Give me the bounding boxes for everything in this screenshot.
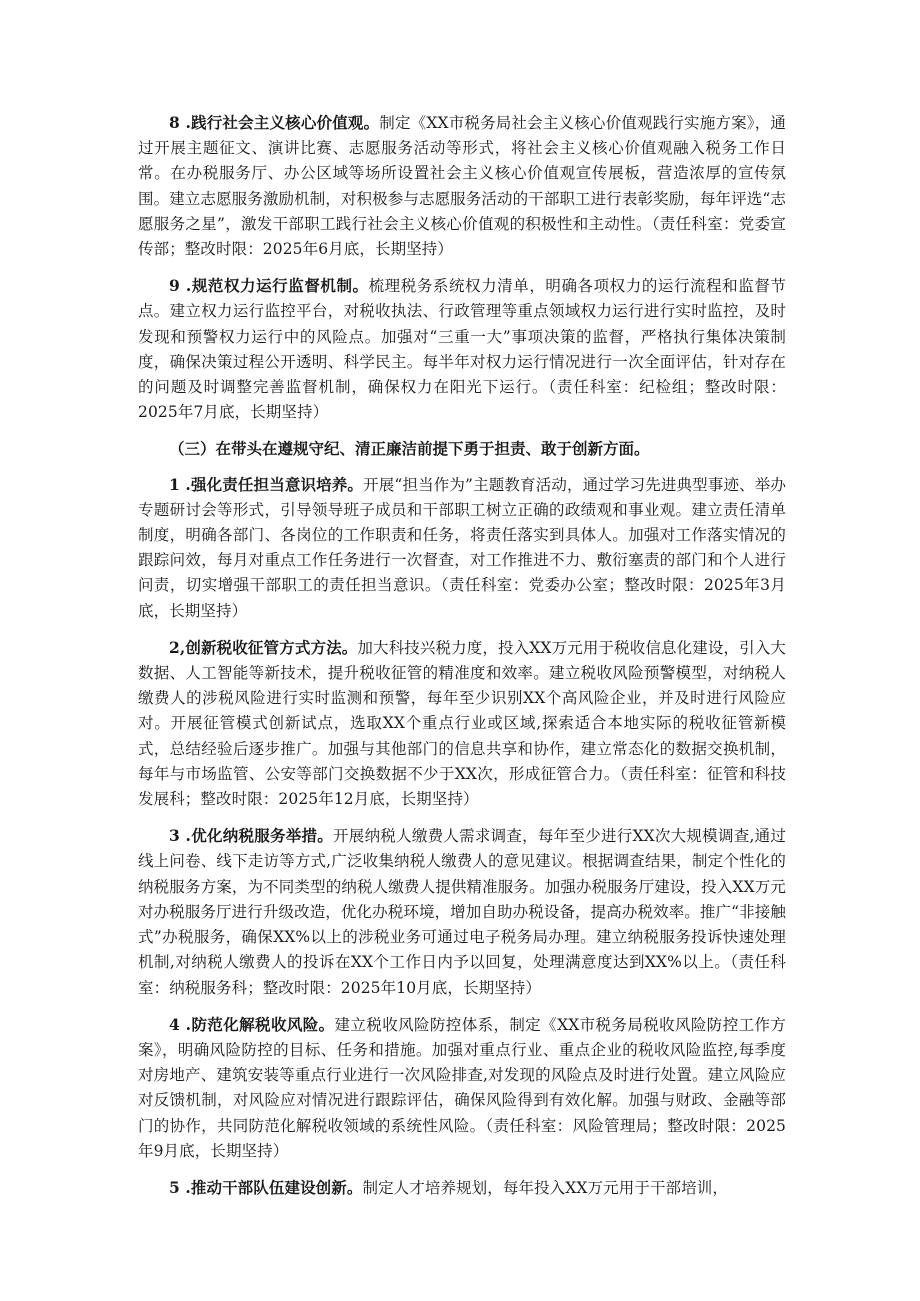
section-item-2-paragraph — [138, 635, 786, 812]
item-8-paragraph — [138, 110, 786, 262]
section-item-1-text: 开展“担当作为”主题教育活动，通过学习先进典型事迹、举办专题研讨会等形式，引导领导班子成员和干部职工树立正确的政绩观和事业观。建立责任清单制度，明确各部门、各岗位的工作职责和任务，将责任落实到具体人。加强对工作落实情况的跟踪问效，每月对重点工作任务进行一次督查，对工作推进不力、敷衍塞责的部门和个人进行问责，切实增强干部职工的责任担当意识。（责任科室：党委办公室；整改时限：2025年3月底，长期坚持） — [138, 475, 786, 620]
item-9-heading: 9 .规范权力运行监督机制。 — [169, 276, 369, 296]
item-8-heading: 8 .践行社会主义核心价值观。 — [169, 113, 380, 132]
document-body — [138, 110, 786, 1212]
section-item-5-text: 制定人才培养规划，每年投入XX万元用于干部培训， — [362, 1178, 728, 1197]
section-item-5-heading: 5 .推动干部队伍建设创新。 — [169, 1177, 363, 1197]
section-item-2-text: 加大科技兴税力度，投入XX万元用于税收信息化建设，引入大数据、人工智能等新技术，提升税收征管的精准度和效率。建立税收风险预警模型，对纳税人缴费人的涉税风险进行实时监测和预警，每年至少识别XX个高风险企业，并及时进行风险应对。开展征管模式创新试点，选取XX个重点行业或区域,探索适合本地实际的税收征管新模式，总结经验后逐步推广。加强与其他部门的信息共享和协作，建立常态化的数据交换机制，每年与市场监管、公安等部门交换数据不少于XX次，形成征管合力。（责任科室：征管和科技发展科；整改时限：2025年12月底，长期坚持） — [138, 638, 786, 809]
section-item-4-heading: 4 .防范化解税收风险。 — [169, 1014, 335, 1034]
section-item-3-paragraph — [138, 823, 786, 1000]
section-item-3-heading: 3 .优化纳税服务举措。 — [169, 826, 334, 846]
section-item-4-text: 建立税收风险防控体系，制定《XX市税务局税收风险防控工作方案》，明确风险防控的目标、任务和措施。加强对重点行业、重点企业的税收风险监控,每季度对房地产、建筑安装等重点行业进行一次风险排查,对发现的风险点及时进行处置。建立风险应对反馈机制，对风险应对情况进行跟踪评估，确保风险得到有效化解。加强与财政、金融等部门的协作，共同防范化解税收领域的系统性风险。（责任科室：风险管理局；整改时限：2025年9月底，长期坚持） — [138, 1015, 786, 1160]
section-3-heading: （三）在带头在遵规守纪、清正廉洁前提下勇于担责、敢于创新方面。 — [169, 439, 650, 459]
item-8-text: 制定《XX市税务局社会主义核心价值观践行实施方案》，通过开展主题征文、演讲比赛、志愿服务活动等形式，将社会主义核心价值观融入税务工作日常。在办税服务厅、办公区域等场所设置社会主义核心价值观宣传展板，营造浓厚的宣传氛围。建立志愿服务激励机制，对积极参与志愿服务活动的干部职工进行表彰奖励，每年评选“志愿服务之星”，激发干部职工践行社会主义核心价值观的积极性和主动性。（责任科室：党委宣传部；整改时限：2025年6月底，长期坚持） — [138, 114, 786, 259]
section-item-1-paragraph — [138, 472, 786, 624]
section-item-1-heading: 1 .强化责任担当意识培养。 — [169, 474, 364, 494]
section-item-5-paragraph — [138, 1175, 786, 1201]
item-9-text: 梳理税务系统权力清单，明确各项权力的运行流程和监督节点。建立权力运行监控平台，对税收执法、行政管理等重点领域权力运行进行实时监控，及时发现和预警权力运行中的风险点。加强对“三重一大”事项决策的监督，严格执行集体决策制度，确保决策过程公开透明、科学民主。每半年对权力运行情况进行一次全面评估，针对存在的问题及时调整完善监督机制，确保权力在阳光下运行。（责任科室：纪检组；整改时限：2025年7月底，长期坚持） — [138, 277, 786, 422]
section-item-3-text: 开展纳税人缴费人需求调查，每年至少进行XX次大规模调查,通过线上问卷、线下走访等方式,广泛收集纳税人缴费人的意见建议。根据调查结果，制定个性化的纳税服务方案，为不同类型的纳税人缴费人提供精准服务。加强办税服务厅建设，投入XX万元对办税服务厅进行升级改造，优化办税环境，增加自助办税设备，提高办税效率。推广“非接触式”办税服务，确保XX%以上的涉税业务可通过电子税务局办理。建立纳税服务投诉快速处理机制,对纳税人缴费人的投诉在XX个工作日内予以回复，处理满意度达到XX%以上。（责任科室：纳税服务科；整改时限：2025年10月底，长期坚持） — [138, 827, 787, 997]
section-item-4-paragraph — [138, 1012, 786, 1164]
item-9-paragraph — [138, 273, 786, 425]
section-item-2-heading: 2,创新税收征管方式方法。 — [169, 637, 358, 657]
